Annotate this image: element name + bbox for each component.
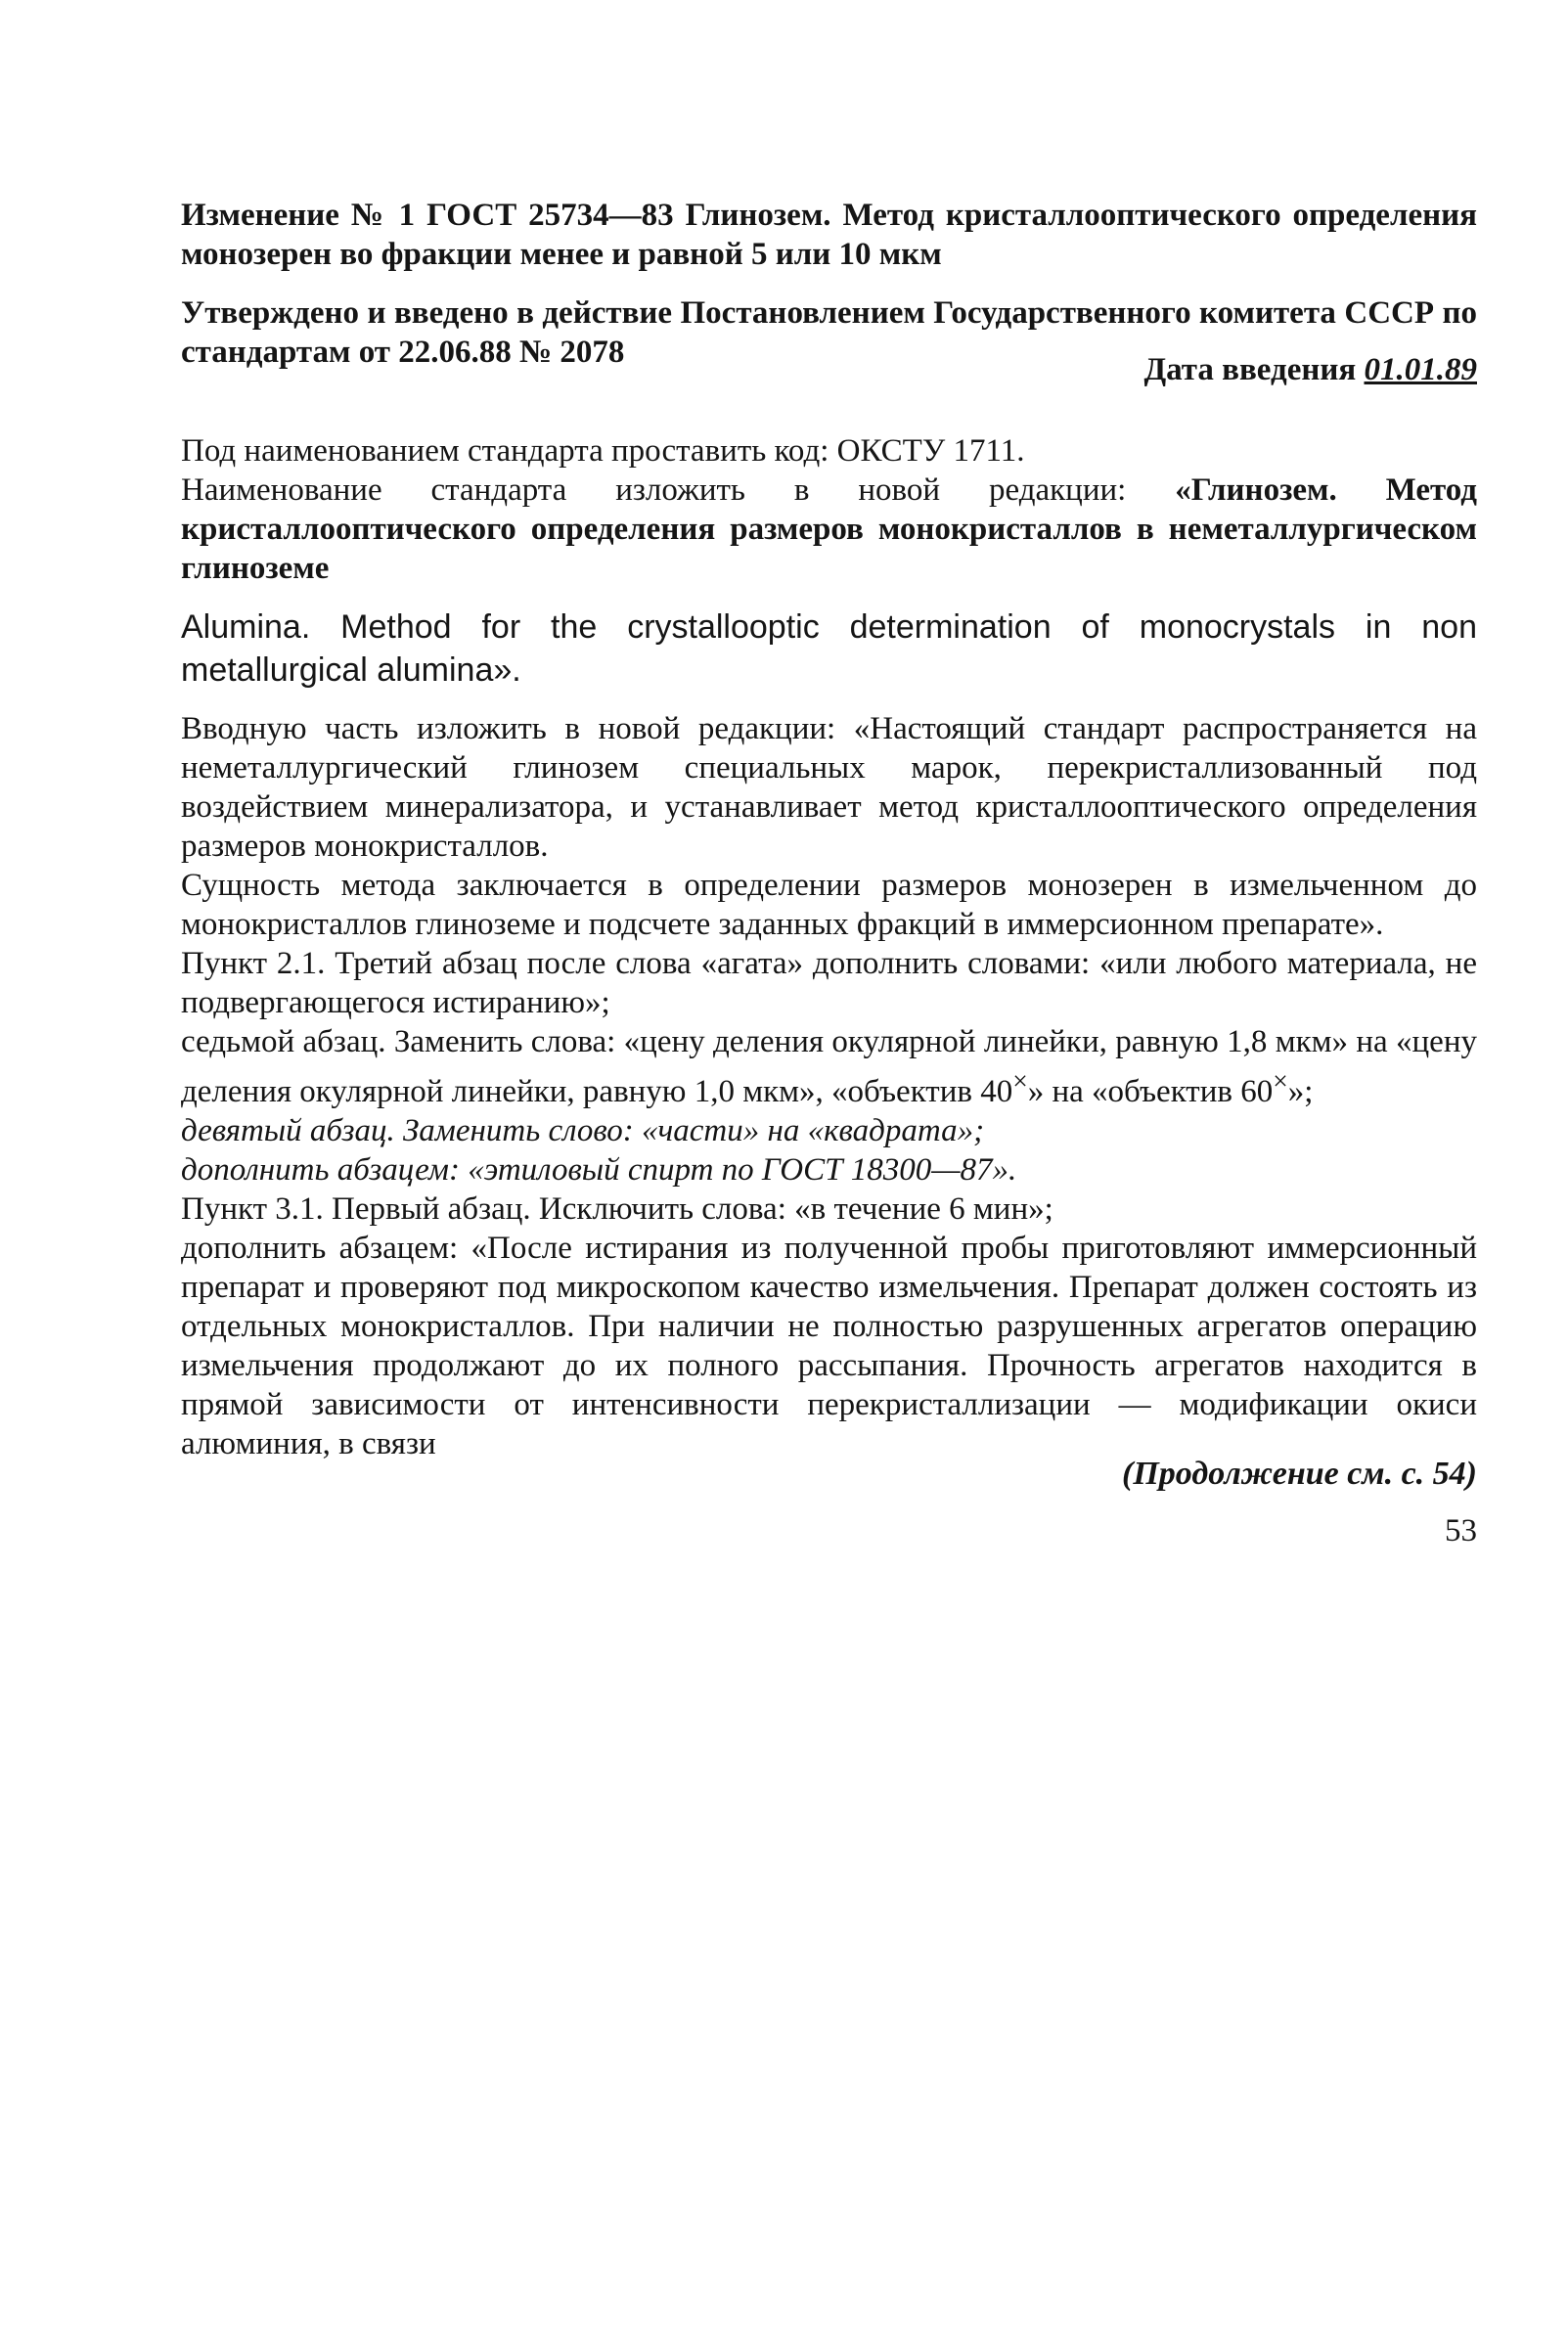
paragraph-introduction: Вводную часть изложить в новой редакции: «Настоящий стандарт распространяется на неметаллургический глинозем специальных марок, перекристаллизованный под воздействием минерализатора, и устанавливает метод кристаллооптического определения размеров монокристаллов. bbox=[181, 711, 1477, 864]
introduction-date-value: 01.01.89 bbox=[1364, 352, 1477, 387]
paragraph-seventh bbox=[181, 1022, 1477, 1111]
paragraph-ethanol: дополнить абзацем: «этиловый спирт по ГОСТ 18300—87». bbox=[181, 1152, 1017, 1188]
continuation-note: (Продолжение см. с. 54) bbox=[1122, 1456, 1477, 1492]
paragraph-title-change-lead: Наименование стандарта изложить в новой редакции: bbox=[181, 472, 1176, 508]
seventh-text-c: »; bbox=[1287, 1074, 1314, 1109]
paragraph-ninth: девятый абзац. Заменить слово: «части» на «квадрата»; bbox=[181, 1113, 985, 1148]
paragraph-code: Под наименованием стандарта проставить код: ОКСТУ 1711. bbox=[181, 433, 1025, 469]
introduction-date bbox=[181, 350, 1477, 389]
paragraph-title-change bbox=[181, 471, 1477, 588]
introduction-date-label: Дата введения bbox=[1143, 352, 1357, 387]
paragraph-grinding: дополнить абзацем: «После истирания из полученной пробы приготовляют иммерсионный препарат и проверяют под микроскопом качество измельчения. Препарат должен состоять из отдельных монокристаллов. При наличии не полностью разрушенных агрегатов операцию измельчения продолжают до их полного рассыпания. Прочность агрегатов находится в прямой зависимости от интенсивности перекристаллизации — модификации окиси алюминия, в связи bbox=[181, 1231, 1477, 1461]
seventh-text-a: седьмой абзац. Заменить слова: «цену деления окулярной линейки, равную 1,8 мкм» на «цену деления окулярной линейки, равную 1,0 мкм», «объектив 40 bbox=[181, 1024, 1477, 1109]
magnification-sign-1: × bbox=[1012, 1065, 1028, 1096]
magnification-sign-2: × bbox=[1273, 1065, 1288, 1096]
amendment-title: Изменение № 1 ГОСТ 25734—83 Глинозем. Метод кристаллооптического определения монозерен во фракции менее и равной 5 или 10 мкм bbox=[181, 198, 1477, 272]
document-body bbox=[181, 431, 1477, 1463]
approval-statement: Утверждено и введено в действие Постановлением Государственного комитета СССР по стандартам от 22.06.88 № 2078 bbox=[181, 295, 1477, 370]
paragraph-method-essence: Сущность метода заключается в определении размеров монозерен в измельченном до монокристаллов глиноземе и подсчете заданных фракций в иммерсионном препарате». bbox=[181, 868, 1477, 942]
new-title-russian: «Глинозем. Метод кристаллооптического определения размеров монокристаллов в неметаллургическом глиноземе bbox=[181, 472, 1478, 586]
seventh-text-b: » на «объектив 60 bbox=[1027, 1074, 1274, 1109]
paragraph-clause-2-1: Пункт 2.1. Третий абзац после слова «агата» дополнить словами: «или любого материала, не подвергающегося истиранию»; bbox=[181, 946, 1477, 1020]
document-header bbox=[181, 196, 1477, 372]
new-title-english: Alumina. Method for the crystallooptic determination of monocrystals in non metallurgical alumina». bbox=[181, 608, 1477, 689]
page-number: 53 bbox=[1445, 1513, 1477, 1549]
paragraph-clause-3-1: Пункт 3.1. Первый абзац. Исключить слова: «в течение 6 мин»; bbox=[181, 1191, 1053, 1227]
